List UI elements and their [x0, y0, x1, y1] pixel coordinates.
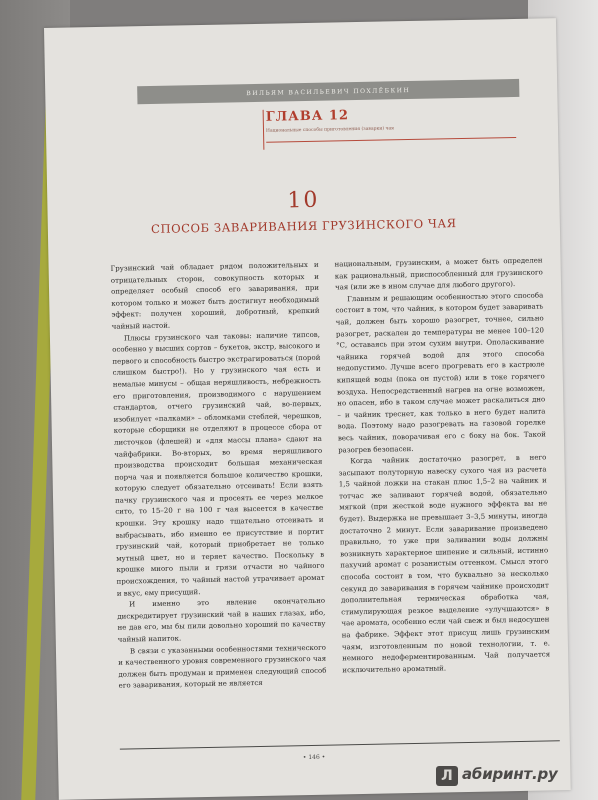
chapter-subtitle: Национальные способы приготовления (заварки) чая	[265, 126, 395, 134]
book-page	[44, 18, 571, 800]
section-number: 10	[287, 187, 320, 214]
paragraph: Грузинский чай обладает рядом положительных и отрицательных сторон, совокупность которых и определяет особый способ его заваривания, при котором только и может быть достигнут необходимый эффект: получен хороший, добротный, крепкий чайный настой.	[110, 260, 320, 331]
section-title: СПОСОБ ЗАВАРИВАНИЯ ГРУЗИНСКОГО ЧАЯ	[150, 216, 457, 236]
paragraph: И именно это явление окончательно дискредитирует грузинский чай в наших глазах, ибо, не дав его, мы бы пили довольно хороший по качеству чайный напиток.	[117, 596, 326, 644]
paragraph: Главным и решающим особенностью этого способа состоит в том, что чайник, в котором будет заваривать чай, должен быть хорошо разогрет, точнее, сильно разогрет, раскален до температуры не менее 100–120 °С, оставаясь при этом сухим внутри. Ополаскивание чайника горячей водой для этого способа недопустимо. Лучше всего прогревать его в кастрюле кипящей воды (пока он пустой) или в токе горячего воздуха. Непосредственный нагрев на огне возможен, но опасен, ибо в таком случае может раскалиться дно – и чайник треснет, как только в него будет налита вода. Поэтому надо разогревать на газовой горелке весь чайник, поворачивая его с боку на бок. Такой разогрев безопасен.	[335, 291, 546, 454]
running-header	[137, 79, 519, 104]
text-column-left	[111, 260, 327, 693]
running-header-author: ВИЛЬЯМ ВАСИЛЬЕВИЧ ПОХЛЁБКИН	[246, 86, 411, 97]
paragraph: национальным, грузинским, а может быть определен как рациональный, приспособленный для грузинского чая (или же в ином случае для любого другого).	[334, 256, 543, 292]
page-number: • 146 •	[302, 753, 326, 762]
paragraph: Плюсы грузинского чая таковы: наличие типсов, особенно у высших сортов – букетов, экстр, высокого и первого и способность быстро экстрагироваться (порой слишком быстро!). Но у грузинского чая есть и немалые минусы – общая неряшливость, небрежность его приготовления, производимого с нарушением стандартов, отчего грузинский чай, во-первых, изобилует «палками» – обломками стеблей, черешков, которые сборщики не отделяют в процессе сбора от листочков (флешей) и «для массы плана» сдают на чайфабрики. Во-вторых, во время неряшливого производства происходит большая механическая порча чая и появляется большое количество крошки, которую следует обязательно отсеивать! Если взять пачку грузинского чая и просеять ее через мелкое сито, то 15–20 г на 100 г чая высеется в качестве крошки. Эту крошку надо тщательно отсеивать и выбрасывать, ибо именно ее присутствие и портит грузинский чай, который приобретает не только мутный цвет, но и теряет качество. Поскольку в крошке много пыли и грязи отчасти но чайного происхождения, то чайный настой утрачивает аромат и вкус, ему присущий.	[112, 330, 325, 598]
labirint-logo-icon	[436, 766, 458, 786]
logo-glyph: Л	[441, 768, 453, 784]
chapter-divider-vertical	[263, 110, 265, 150]
chapter-title: ГЛАВА 12	[265, 108, 350, 125]
paragraph: Когда чайник достаточно разогрет, в него засыпают полуторную навеску сухого чая из расчета 1,5 чайной ложки на стакан плюс 1,5–2 на чайник и тотчас же заливают горячей водой, обязательно мягкой (при жесткой воде нужного эффекта вы не будет). Выдержка не превышает 3–3,5 минуты, иногда достаточно 2 минут. Если заваривание произведено правильно, то уже при заливании воды должны возникнуть характерное шипение и сильный, истинно пахучий аромат с розанистым оттенком. Смысл этого способа состоит в том, что буквально за несколько секунд до заваривания в горячем чайнике происходит дополнительная термическая обработка чая, стимулирующая резкое выделение «улучшаются» в чае аромата, особенно если чай свеж и был недосушен на фабрике. Эффект этот присущ лишь грузинским чаям, изготовленным по новой технологии, т. е. немного недоферментированным. Чай получается исключительно ароматный.	[338, 453, 551, 675]
watermark-text: абиринт.ру	[462, 765, 558, 783]
text-column-right	[334, 255, 550, 676]
footer-rule	[120, 740, 560, 749]
chapter-heading	[266, 105, 526, 134]
chapter-underline	[266, 137, 516, 143]
paragraph: В связи с указанными особенностями технического и качественного уровня современного грузинского чая должен быть продуман и применен следующий способ его заваривания, который не является	[118, 643, 327, 691]
